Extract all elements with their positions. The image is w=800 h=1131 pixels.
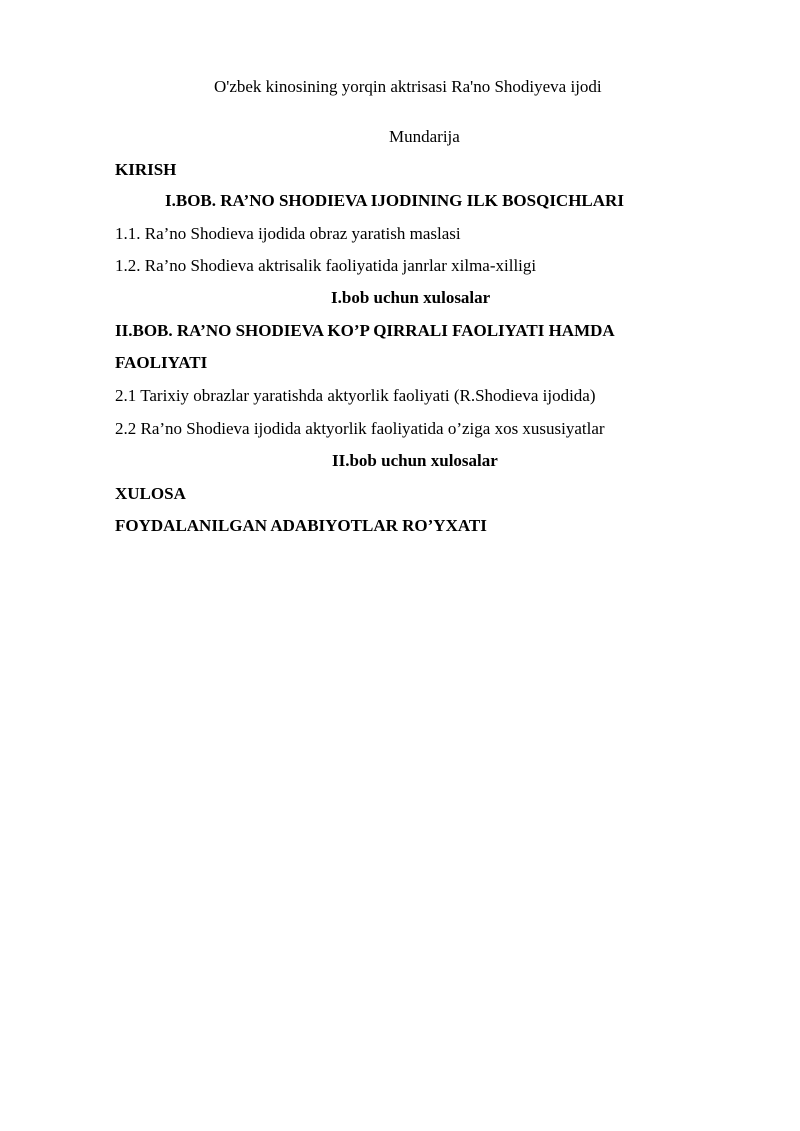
toc-section-2-1: 2.1 Tarixiy obrazlar yaratishda aktyorlik faoliyati (R.Shodieva ijodida)	[115, 386, 596, 405]
toc-section-2-2: 2.2 Ra’no Shodieva ijodida aktyorlik faoliyatida o’ziga xos xususiyatlar	[115, 419, 605, 438]
toc-chapter-1-conclusion: I.bob uchun xulosalar	[331, 288, 491, 307]
toc-chapter-2-line-1: II.BOB. RA’NO SHODIEVA KO’P QIRRALI FAOLIYATI HAMDA	[115, 321, 615, 340]
toc-intro: KIRISH	[115, 160, 177, 179]
toc-conclusion: XULOSA	[115, 484, 186, 503]
toc-references: FOYDALANILGAN ADABIYOTLAR RO’YXATI	[115, 516, 487, 535]
document-title: O'zbek kinosining yorqin aktrisasi Ra'no Shodiyeva ijodi	[214, 77, 602, 96]
toc-chapter-1: I.BOB. RA’NO SHODIEVA IJODINING ILK BOSQICHLARI	[165, 191, 624, 210]
toc-section-1-1: 1.1. Ra’no Shodieva ijodida obraz yaratish maslasi	[115, 224, 461, 243]
toc-chapter-2-conclusion: II.bob uchun xulosalar	[332, 451, 498, 470]
toc-section-1-2: 1.2. Ra’no Shodieva aktrisalik faoliyatida janrlar xilma-xilligi	[115, 256, 537, 275]
contents-heading: Mundarija	[389, 127, 460, 146]
toc-chapter-2-line-2: FAOLIYATI	[115, 353, 208, 372]
